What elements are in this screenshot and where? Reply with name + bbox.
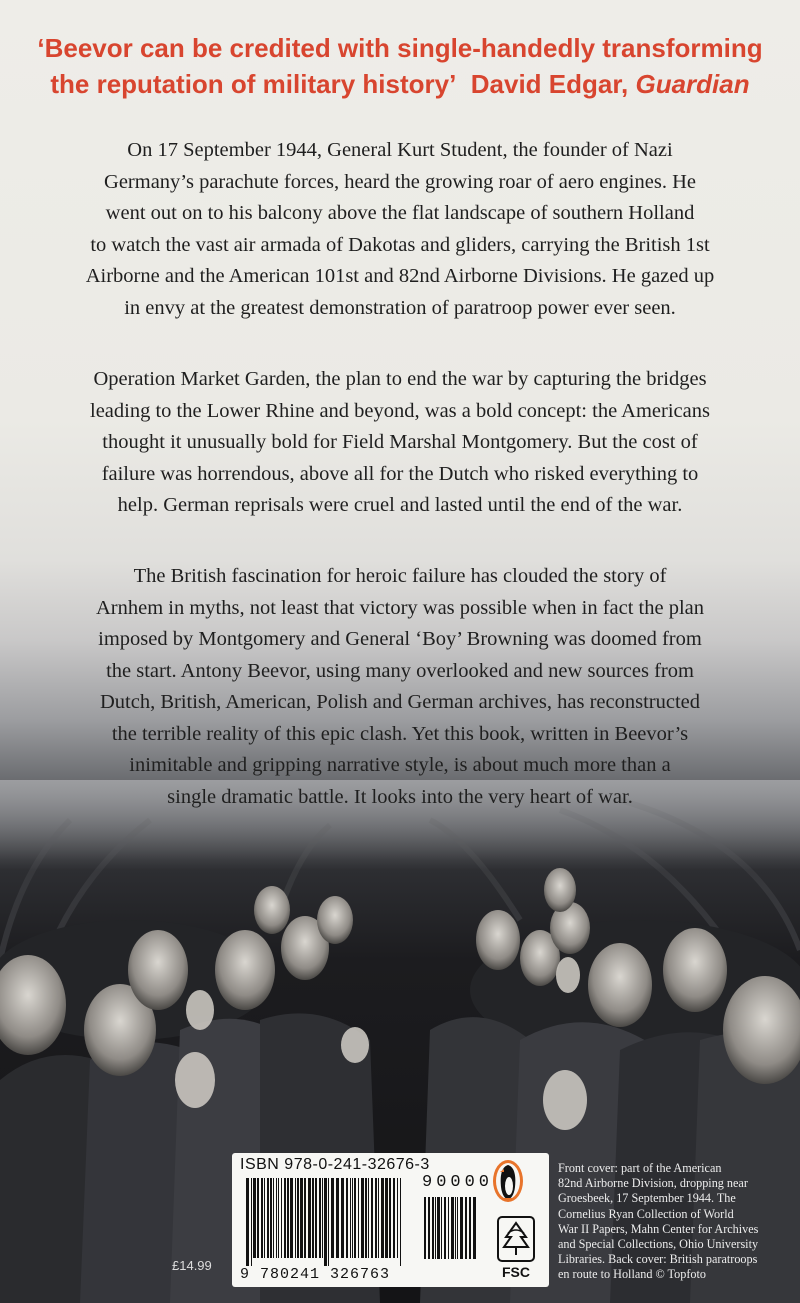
text-line: Operation Market Garden, the plan to end the war by capturing the bridges — [93, 368, 707, 390]
credit-line: Cornelius Ryan Collection of World — [558, 1206, 734, 1221]
fsc-tree-icon — [496, 1215, 536, 1263]
credit-line: Front cover: part of the American — [558, 1161, 722, 1175]
penguin-icon — [492, 1159, 524, 1203]
credit-line: Groesbeek, 17 September 1944. The — [558, 1191, 736, 1206]
text-line: the terrible reality of this epic clash. Yet this book, written in Beevor’s — [111, 722, 689, 745]
blurb-paragraph-1 — [20, 135, 780, 324]
blurb-paragraph-2 — [20, 364, 780, 522]
barcode-panel — [232, 1153, 549, 1287]
text-line: Germany’s parachute forces, heard the growing roar of aero engines. He — [104, 170, 696, 193]
isbn-barcode — [246, 1178, 406, 1266]
text-line: help. German reprisals were cruel and lasted until the end of the war. — [117, 494, 683, 516]
price-label: £14.99 — [172, 1258, 212, 1273]
blurb-paragraph-3 — [20, 561, 780, 813]
text-line: leading to the Lower Rhine and beyond, was a bold concept: the Americans — [90, 399, 710, 422]
text-line: Arnhem in myths, not least that victory was possible when in fact the plan — [95, 596, 705, 619]
isbn-label: ISBN 978-0-241-32676-3 — [240, 1156, 430, 1173]
review-quote — [0, 30, 800, 102]
credit-line: War II Papers, Mahn Center for Archives — [558, 1221, 759, 1236]
credit-line: 82nd Airborne Division, dropping near — [558, 1176, 748, 1191]
quote-source-name: David Edgar, — [470, 69, 629, 99]
text-line: The British fascination for heroic failure has clouded the story of — [133, 565, 667, 587]
text-line: the start. Antony Beevor, using many overlooked and new sources from — [106, 659, 694, 682]
quote-line-2 — [0, 66, 800, 102]
fsc-label: FSC — [502, 1264, 530, 1280]
text-line: thought it unusually bold for Field Marshal Montgomery. But the cost of — [102, 431, 698, 453]
credit-line: Libraries. Back cover: British paratroops — [558, 1252, 758, 1267]
text-line: imposed by Montgomery and General ‘Boy’ Browning was doomed from — [98, 628, 702, 650]
credit-line: and Special Collections, Ohio University — [558, 1237, 759, 1252]
photo-credit — [558, 1161, 798, 1283]
text-line: Airborne and the American 101st and 82nd Airborne Divisions. He gazed up — [85, 265, 715, 287]
barcode-digits: 9 780241 326763 — [240, 1266, 391, 1283]
text-line: inimitable and gripping narrative style, is about much more than a — [129, 754, 671, 776]
quote-line-1: ‘Beevor can be credited with single-handedly transforming — [37, 33, 763, 63]
barcode-addon-number: 90000 — [422, 1173, 494, 1192]
text-line: to watch the vast air armada of Dakotas and gliders, carrying the British 1st — [90, 233, 710, 256]
text-line: Dutch, British, American, Polish and German archives, has reconstructed — [99, 691, 701, 713]
credit-line: en route to Holland © Topfoto — [558, 1267, 706, 1282]
text-line: single dramatic battle. It looks into the very heart of war. — [167, 785, 633, 808]
text-line: failure was horrendous, above all for the Dutch who risked everything to — [101, 462, 699, 485]
quote-source-publication: Guardian — [635, 69, 750, 99]
text-line: On 17 September 1944, General Kurt Student, the founder of Nazi — [127, 139, 673, 161]
addon-barcode — [424, 1197, 480, 1267]
text-line: in envy at the greatest demonstration of paratroop power ever seen. — [124, 296, 676, 319]
quote-text-end: the reputation of military history’ — [50, 69, 457, 99]
text-line: went out on to his balcony above the flat landscape of southern Holland — [105, 202, 695, 224]
